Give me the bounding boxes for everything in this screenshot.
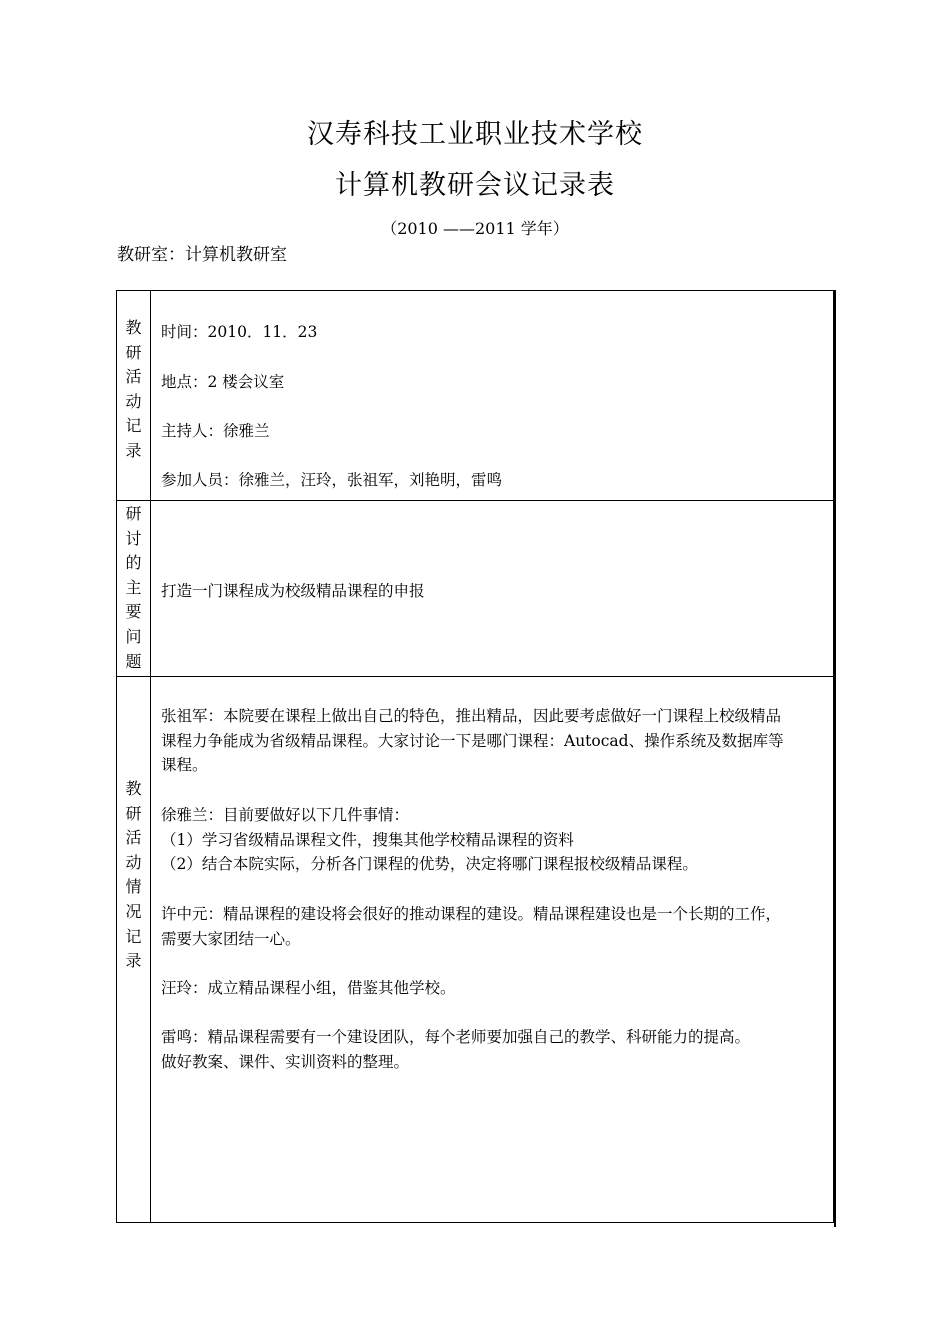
text-line: 雷鸣：精品课程需要有一个建设团队，每个老师要加强自己的教学、科研能力的提高。 — [161, 1028, 751, 1046]
column-divider — [150, 291, 151, 1222]
meeting-place: 地点：2 楼会议室 — [161, 373, 285, 391]
meeting-host: 主持人：徐雅兰 — [161, 422, 270, 440]
meeting-time: 时间：2010．11．23 — [161, 323, 318, 341]
form-title: 计算机教研会议记录表 — [335, 170, 615, 201]
label-char: 况 — [125, 901, 142, 921]
label-char: 录 — [125, 951, 142, 971]
text-line: 做好教案、课件、实训资料的整理。 — [161, 1052, 410, 1071]
record-details — [161, 291, 827, 500]
text-line: （2）结合本院实际，分析各门课程的优势，决定将哪门课程报校级精品课程。 — [161, 855, 698, 873]
school-name: 汉寿科技工业职业技术学校 — [307, 119, 643, 150]
label-char: 研 — [125, 504, 142, 523]
label-char: 教 — [125, 779, 142, 798]
label-char: 主 — [125, 577, 142, 597]
discussion-paragraph — [161, 976, 827, 1001]
discussion-paragraph — [161, 704, 827, 778]
label-char: 问 — [125, 626, 142, 646]
label-char: 研 — [125, 342, 142, 362]
label-char: 记 — [125, 926, 142, 946]
office-label: 教研室：计算机教研室 — [117, 245, 287, 265]
text-line: 课程力争能成为省级精品课程。大家讨论一下是哪门课程：Autocad、操作系统及数据库等 — [161, 731, 784, 750]
table-right-border — [834, 290, 836, 1227]
topic-text: 打造一门课程成为校级精品课程的申报 — [161, 582, 425, 600]
label-char: 记 — [125, 416, 142, 436]
label-char: 要 — [125, 602, 142, 622]
text-line: 课程。 — [161, 756, 208, 774]
text-line: 徐雅兰：目前要做好以下几件事情： — [161, 806, 410, 824]
text-line: 许中元：精品课程的建设将会很好的推动课程的建设。精品课程建设也是一个长期的工作， — [161, 905, 782, 923]
discussion-paragraph — [161, 803, 827, 877]
text-line: 张祖军：本院要在课程上做出自己的特色，推出精品，因此要考虑做好一门课程上校级精品 — [161, 707, 782, 725]
topic-row-label — [117, 502, 150, 674]
text-line: 需要大家团结一心。 — [161, 929, 301, 948]
label-char: 教 — [125, 318, 142, 337]
discussion-paragraph — [161, 1025, 827, 1074]
label-char: 动 — [125, 852, 142, 872]
discussion-paragraph — [161, 902, 827, 951]
academic-year: （2010 ——2011 学年） — [381, 219, 569, 238]
discussion-row-label — [117, 777, 150, 974]
discussion-content — [161, 676, 827, 1224]
label-char: 研 — [125, 803, 142, 823]
topic-content — [161, 500, 827, 676]
text-line: 汪玲：成立精品课程小组，借鉴其他学校。 — [161, 979, 456, 997]
label-char: 情 — [125, 877, 142, 897]
record-row-label — [117, 316, 150, 464]
label-char: 活 — [125, 828, 142, 848]
label-char: 的 — [125, 553, 142, 573]
label-char: 录 — [125, 440, 142, 460]
label-char: 活 — [125, 367, 142, 387]
record-table — [116, 290, 834, 1223]
text-line: （1）学习省级精品课程文件，搜集其他学校精品课程的资料 — [161, 830, 574, 849]
label-char: 动 — [125, 391, 142, 411]
label-char: 讨 — [125, 528, 142, 548]
meeting-attendees: 参加人员：徐雅兰，汪玲，张祖军，刘艳明，雷鸣 — [161, 471, 503, 489]
label-char: 题 — [125, 651, 142, 671]
